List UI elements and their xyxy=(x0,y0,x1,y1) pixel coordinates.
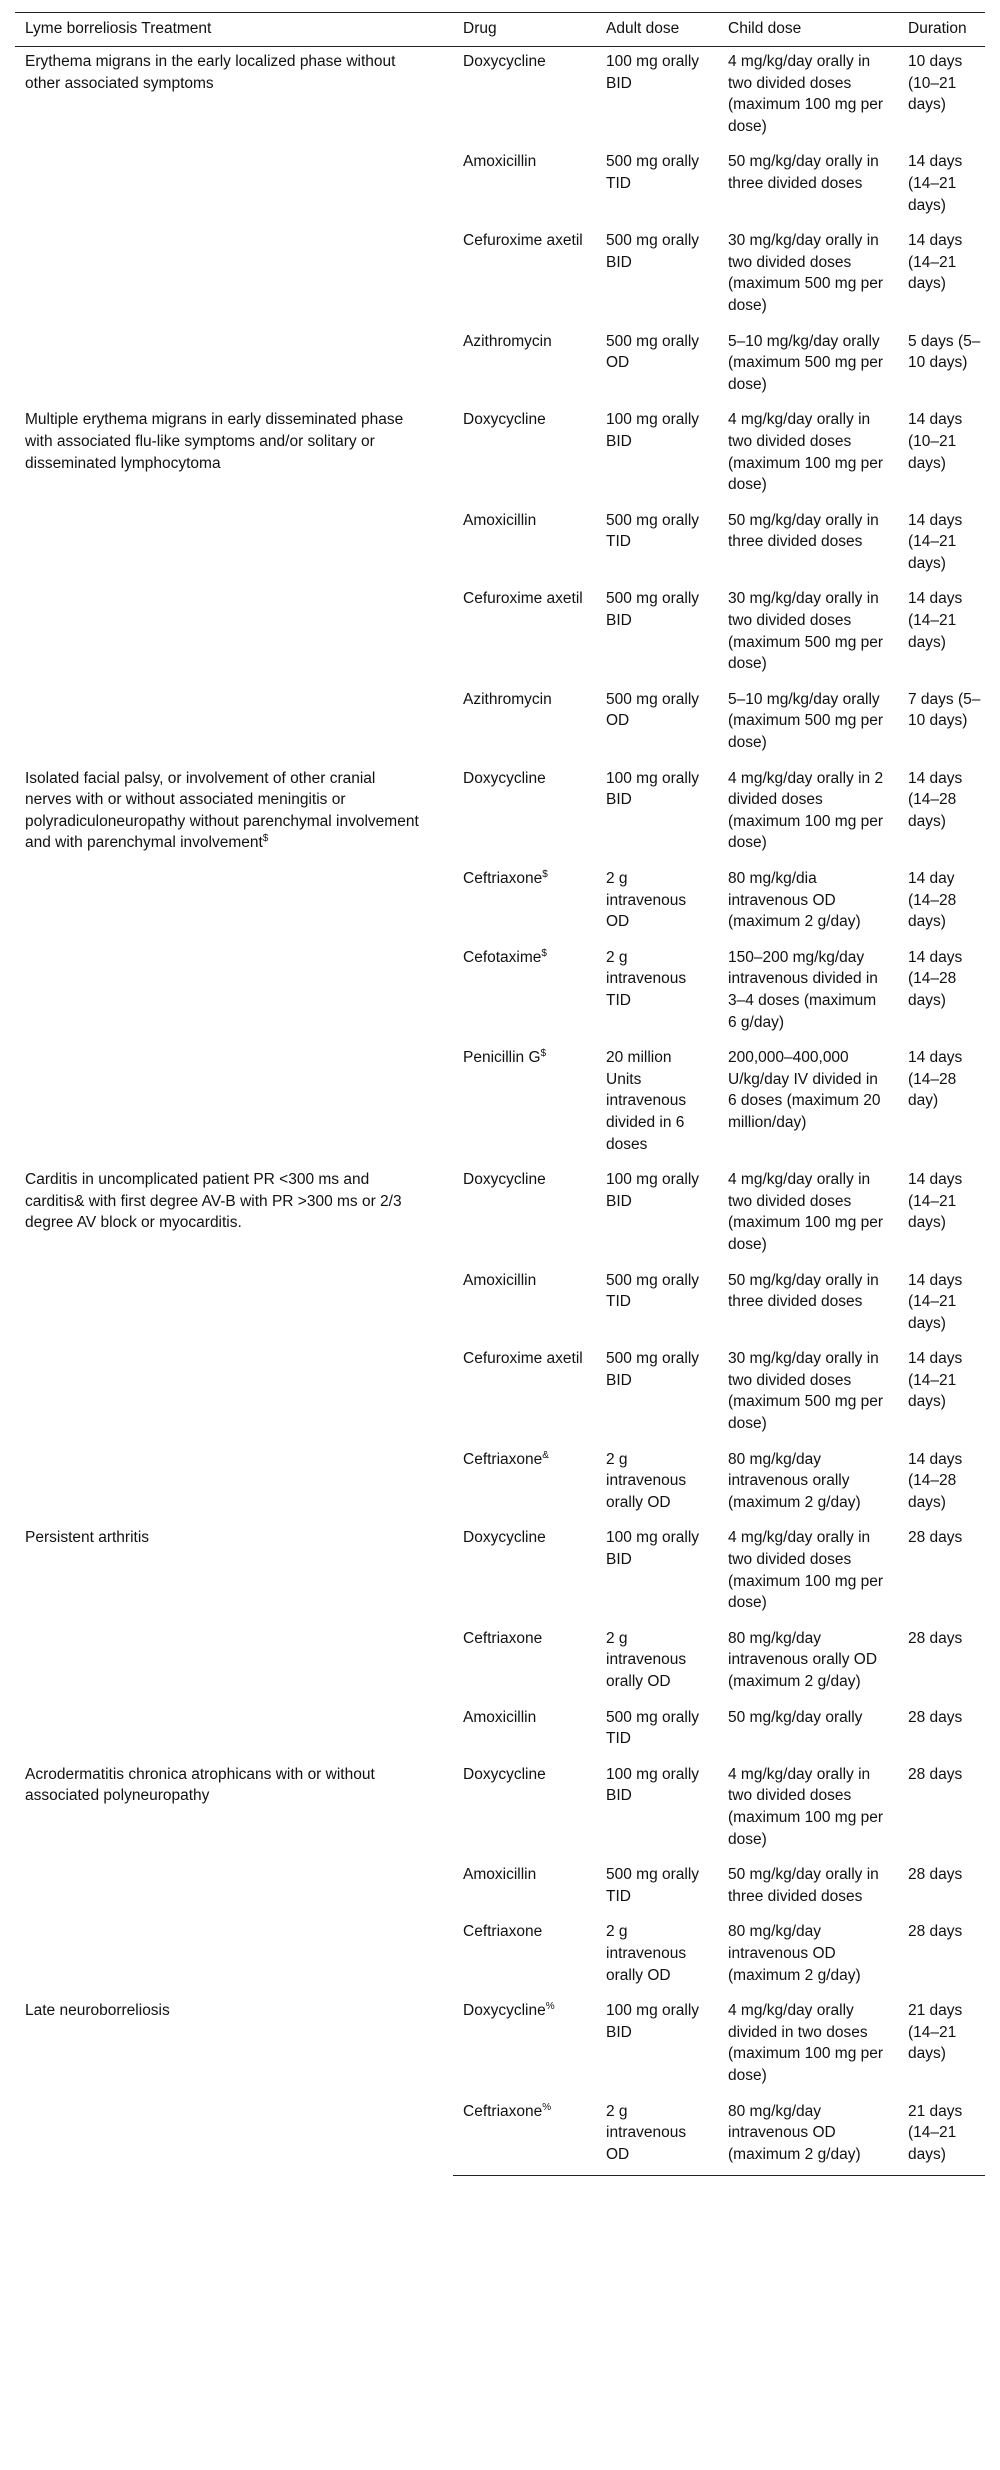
duration-cell xyxy=(898,405,985,505)
adult-dose-cell xyxy=(596,1165,718,1265)
child-dose-cell xyxy=(718,864,898,943)
child-dose: 4 mg/kg/day orally in two divided doses (maximum 100 mg per dose) xyxy=(728,411,884,494)
duration-cell xyxy=(898,1624,985,1703)
condition-text: Multiple erythema migrans in early disseminated phase with associated flu-like symptoms and/or solitary or disseminated lymphocytoma xyxy=(25,411,404,472)
adult-dose-cell xyxy=(596,584,718,684)
drug-name: Doxycycline xyxy=(463,411,546,429)
adult-dose: 2 g intravenous OD xyxy=(606,870,687,931)
condition-text: Persistent arthritis xyxy=(25,1529,150,1547)
adult-dose: 2 g intravenous orally OD xyxy=(606,1923,687,1984)
drug-name: Doxycycline xyxy=(463,2002,546,2020)
drug-cell xyxy=(453,147,596,226)
drug-name: Cefuroxime axetil xyxy=(463,1350,583,1368)
adult-dose: 100 mg orally BID xyxy=(606,53,700,92)
table-row xyxy=(15,1165,985,1265)
duration-cell xyxy=(898,1760,985,1860)
duration: 14 days (14–28 day) xyxy=(908,1049,963,1110)
duration: 14 days (14–21 days) xyxy=(908,511,963,572)
duration-cell xyxy=(898,47,985,148)
child-dose-cell xyxy=(718,1703,898,1760)
drug-footnote: % xyxy=(545,2001,555,2013)
child-dose-cell xyxy=(718,506,898,585)
duration-cell xyxy=(898,1344,985,1444)
drug-name: Doxycycline xyxy=(463,1529,546,1547)
drug-name: Ceftriaxone xyxy=(463,1629,543,1647)
child-dose: 4 mg/kg/day orally in two divided doses (maximum 100 mg per dose) xyxy=(728,53,884,135)
condition-text: Erythema migrans in the early localized phase without other associated symptoms xyxy=(25,53,396,92)
drug-cell xyxy=(453,327,596,406)
drug-footnote: $ xyxy=(541,947,547,959)
child-dose: 4 mg/kg/day orally in two divided doses (maximum 100 mg per dose) xyxy=(728,1171,884,1253)
duration: 14 days (14–28 days) xyxy=(908,769,963,830)
child-dose-cell xyxy=(718,1445,898,1524)
duration: 5 days (5–10 days) xyxy=(908,332,981,372)
header-duration: Duration xyxy=(898,13,985,47)
child-dose: 80 mg/kg/day intravenous orally (maximum 2 g/day) xyxy=(728,1450,861,1511)
condition-cell xyxy=(15,1523,453,1759)
drug-footnote: & xyxy=(542,1449,549,1461)
duration: 28 days xyxy=(908,1765,963,1783)
child-dose-cell xyxy=(718,1760,898,1860)
drug-cell xyxy=(453,764,596,864)
drug-cell xyxy=(453,506,596,585)
table-row xyxy=(15,1996,985,2096)
duration: 28 days xyxy=(908,1629,963,1647)
adult-dose: 500 mg orally TID xyxy=(606,1866,700,1905)
drug-name: Amoxicillin xyxy=(463,1708,537,1726)
table-row xyxy=(15,764,985,864)
drug-cell xyxy=(453,1445,596,1524)
drug-name: Amoxicillin xyxy=(463,1271,537,1289)
child-dose-cell xyxy=(718,764,898,864)
drug-cell xyxy=(453,1917,596,1996)
child-dose: 5–10 mg/kg/day orally (maximum 500 mg per dose) xyxy=(728,332,884,393)
drug-cell xyxy=(453,47,596,148)
adult-dose-cell xyxy=(596,405,718,505)
drug-footnote: % xyxy=(542,2101,552,2113)
duration-cell xyxy=(898,1266,985,1345)
condition-text: Carditis in uncomplicated patient PR <300 ms and carditis& with first degree AV-B with PR >300 ms or 2/3 degree AV block or myocarditis. xyxy=(25,1171,402,1232)
duration-cell xyxy=(898,147,985,226)
child-dose-cell xyxy=(718,1266,898,1345)
child-dose-cell xyxy=(718,226,898,326)
child-dose-cell xyxy=(718,1523,898,1623)
drug-name: Doxycycline xyxy=(463,769,546,787)
table-row xyxy=(15,47,985,148)
adult-dose-cell xyxy=(596,47,718,148)
child-dose: 50 mg/kg/day orally xyxy=(728,1708,863,1726)
drug-name: Cefuroxime axetil xyxy=(463,232,583,250)
child-dose: 50 mg/kg/day orally in three divided doses xyxy=(728,1866,879,1905)
child-dose-cell xyxy=(718,327,898,406)
drug-name: Doxycycline xyxy=(463,1765,546,1783)
condition-text: Isolated facial palsy, or involvement of other cranial nerves with or without associated meningitis or polyradiculoneuropathy without parenchymal involvement and with parenchymal involvement xyxy=(25,769,419,852)
adult-dose: 500 mg orally OD xyxy=(606,332,700,372)
duration: 7 days (5–10 days) xyxy=(908,690,981,730)
adult-dose-cell xyxy=(596,685,718,764)
duration-cell xyxy=(898,1860,985,1917)
drug-name: Ceftriaxone xyxy=(463,1450,543,1468)
drug-name: Ceftriaxone xyxy=(463,870,543,887)
drug-name: Doxycycline xyxy=(463,53,546,70)
table-row xyxy=(15,1760,985,1860)
child-dose: 30 mg/kg/day orally in two divided doses (maximum 500 mg per dose) xyxy=(728,232,884,314)
adult-dose-cell xyxy=(596,327,718,406)
drug-cell xyxy=(453,1344,596,1444)
duration-cell xyxy=(898,943,985,1043)
duration-cell xyxy=(898,1523,985,1623)
adult-dose: 2 g intravenous orally OD xyxy=(606,1450,687,1511)
adult-dose: 2 g intravenous orally OD xyxy=(606,1629,687,1690)
duration-cell xyxy=(898,864,985,943)
drug-cell xyxy=(453,584,596,684)
drug-name: Cefuroxime axetil xyxy=(463,590,583,608)
adult-dose: 100 mg orally BID xyxy=(606,411,700,450)
lyme-treatment-table xyxy=(15,12,985,2176)
header-adult-dose: Adult dose xyxy=(596,13,718,47)
duration-cell xyxy=(898,1165,985,1265)
drug-cell xyxy=(453,864,596,943)
duration-cell xyxy=(898,1917,985,1996)
drug-cell xyxy=(453,1703,596,1760)
child-dose: 80 mg/kg/dia intravenous OD (maximum 2 g/day) xyxy=(728,870,861,931)
duration: 21 days (14–21 days) xyxy=(908,2002,963,2063)
drug-cell xyxy=(453,226,596,326)
adult-dose-cell xyxy=(596,943,718,1043)
adult-dose-cell xyxy=(596,1917,718,1996)
duration-cell xyxy=(898,1445,985,1524)
drug-name: Amoxicillin xyxy=(463,511,537,529)
adult-dose-cell xyxy=(596,1624,718,1703)
duration-cell xyxy=(898,2097,985,2176)
drug-name: Amoxicillin xyxy=(463,1866,537,1884)
condition-cell xyxy=(15,47,453,406)
adult-dose-cell xyxy=(596,1860,718,1917)
duration: 28 days xyxy=(908,1529,963,1547)
condition-cell xyxy=(15,1996,453,2176)
table-row xyxy=(15,405,985,505)
duration-cell xyxy=(898,764,985,864)
child-dose: 4 mg/kg/day orally in 2 divided doses (maximum 100 mg per dose) xyxy=(728,769,884,852)
adult-dose-cell xyxy=(596,1266,718,1345)
condition-text: Late neuroborreliosis xyxy=(25,2002,170,2020)
child-dose: 80 mg/kg/day intravenous orally OD (maximum 2 g/day) xyxy=(728,1629,878,1690)
condition-footnote: $ xyxy=(262,833,269,845)
drug-footnote: $ xyxy=(540,1048,547,1060)
child-dose-cell xyxy=(718,2097,898,2176)
adult-dose-cell xyxy=(596,1344,718,1444)
adult-dose-cell xyxy=(596,1760,718,1860)
drug-name: Penicillin G xyxy=(463,1049,541,1067)
duration-cell xyxy=(898,327,985,406)
duration: 10 days (10–21 days) xyxy=(908,53,963,114)
drug-cell xyxy=(453,1266,596,1345)
adult-dose: 2 g intravenous TID xyxy=(606,948,687,1009)
adult-dose: 20 million Units intravenous divided in 6 doses xyxy=(606,1049,687,1153)
drug-cell xyxy=(453,2097,596,2176)
header-drug: Drug xyxy=(453,13,596,47)
duration: 14 days (14–21 days) xyxy=(908,232,963,293)
adult-dose-cell xyxy=(596,1523,718,1623)
duration: 14 days (14–21 days) xyxy=(908,1171,963,1232)
duration-cell xyxy=(898,226,985,326)
drug-cell xyxy=(453,1165,596,1265)
adult-dose-cell xyxy=(596,1996,718,2096)
header-treatment: Lyme borreliosis Treatment xyxy=(15,13,453,47)
duration-cell xyxy=(898,1703,985,1760)
child-dose-cell xyxy=(718,1165,898,1265)
duration: 14 day (14–28 days) xyxy=(908,870,957,931)
child-dose: 150–200 mg/kg/day intravenous divided in 3–4 doses (maximum 6 g/day) xyxy=(728,948,878,1031)
drug-cell xyxy=(453,1523,596,1623)
adult-dose-cell xyxy=(596,1445,718,1524)
duration: 14 days (14–21 days) xyxy=(908,1350,963,1411)
drug-name: Amoxicillin xyxy=(463,153,537,171)
adult-dose-cell xyxy=(596,1043,718,1165)
duration: 14 days (14–21 days) xyxy=(908,153,963,214)
duration: 28 days xyxy=(908,1708,963,1726)
child-dose-cell xyxy=(718,1624,898,1703)
child-dose: 4 mg/kg/day orally in two divided doses (maximum 100 mg per dose) xyxy=(728,1529,884,1612)
child-dose: 30 mg/kg/day orally in two divided doses (maximum 500 mg per dose) xyxy=(728,1350,884,1433)
drug-name: Doxycycline xyxy=(463,1171,546,1189)
child-dose: 4 mg/kg/day orally in two divided doses (maximum 100 mg per dose) xyxy=(728,1765,884,1848)
condition-cell xyxy=(15,405,453,763)
adult-dose-cell xyxy=(596,864,718,943)
drug-name: Azithromycin xyxy=(463,332,552,350)
child-dose: 50 mg/kg/day orally in three divided doses xyxy=(728,1271,879,1311)
condition-cell xyxy=(15,764,453,1166)
child-dose-cell xyxy=(718,1917,898,1996)
duration-cell xyxy=(898,584,985,684)
adult-dose: 500 mg orally TID xyxy=(606,511,700,551)
duration: 14 days (14–28 days) xyxy=(908,948,963,1009)
adult-dose-cell xyxy=(596,147,718,226)
adult-dose: 500 mg orally OD xyxy=(606,690,700,730)
duration: 21 days (14–21 days) xyxy=(908,2102,963,2163)
duration-cell xyxy=(898,1043,985,1165)
adult-dose: 100 mg orally BID xyxy=(606,1171,700,1210)
adult-dose: 2 g intravenous OD xyxy=(606,2102,687,2163)
child-dose-cell xyxy=(718,1344,898,1444)
drug-cell xyxy=(453,1043,596,1165)
condition-cell xyxy=(15,1165,453,1523)
drug-cell xyxy=(453,405,596,505)
duration-cell xyxy=(898,1996,985,2096)
duration: 28 days xyxy=(908,1923,963,1941)
duration-cell xyxy=(898,685,985,764)
drug-name: Ceftriaxone xyxy=(463,1923,543,1941)
drug-name: Cefotaxime xyxy=(463,948,542,966)
duration: 14 days (14–28 days) xyxy=(908,1450,963,1511)
drug-cell xyxy=(453,1760,596,1860)
child-dose: 80 mg/kg/day intravenous OD (maximum 2 g/day) xyxy=(728,1923,861,1984)
drug-cell xyxy=(453,1860,596,1917)
adult-dose-cell xyxy=(596,226,718,326)
duration: 14 days (10–21 days) xyxy=(908,411,963,472)
adult-dose-cell xyxy=(596,506,718,585)
child-dose-cell xyxy=(718,47,898,148)
duration: 14 days (14–21 days) xyxy=(908,1271,963,1332)
child-dose: 4 mg/kg/day orally divided in two doses (maximum 100 mg per dose) xyxy=(728,2002,884,2084)
table-row xyxy=(15,1523,985,1623)
adult-dose-cell xyxy=(596,2097,718,2176)
child-dose: 200,000–400,000 U/kg/day IV divided in 6 doses (maximum 20 million/day) xyxy=(728,1049,881,1131)
adult-dose: 100 mg orally BID xyxy=(606,1529,700,1569)
child-dose: 5–10 mg/kg/day orally (maximum 500 mg per dose) xyxy=(728,690,884,752)
adult-dose: 500 mg orally BID xyxy=(606,232,700,271)
child-dose-cell xyxy=(718,685,898,764)
adult-dose: 500 mg orally TID xyxy=(606,1708,700,1748)
child-dose: 50 mg/kg/day orally in three divided doses xyxy=(728,511,879,551)
drug-name: Ceftriaxone xyxy=(463,2102,543,2120)
drug-cell xyxy=(453,685,596,764)
drug-cell xyxy=(453,1996,596,2096)
child-dose-cell xyxy=(718,1860,898,1917)
child-dose: 50 mg/kg/day orally in three divided doses xyxy=(728,153,879,192)
adult-dose: 100 mg orally BID xyxy=(606,2002,700,2041)
child-dose-cell xyxy=(718,584,898,684)
child-dose-cell xyxy=(718,405,898,505)
condition-cell xyxy=(15,1760,453,1996)
adult-dose: 500 mg orally BID xyxy=(606,590,700,630)
header-child-dose: Child dose xyxy=(718,13,898,47)
drug-cell xyxy=(453,1624,596,1703)
adult-dose: 500 mg orally TID xyxy=(606,153,700,192)
child-dose: 80 mg/kg/day intravenous OD (maximum 2 g/day) xyxy=(728,2102,861,2163)
duration-cell xyxy=(898,506,985,585)
child-dose-cell xyxy=(718,1043,898,1165)
drug-footnote: $ xyxy=(542,869,548,880)
table-body xyxy=(15,47,985,2176)
adult-dose: 500 mg orally BID xyxy=(606,1350,700,1389)
drug-cell xyxy=(453,943,596,1043)
adult-dose: 500 mg orally TID xyxy=(606,1271,700,1311)
condition-text: Acrodermatitis chronica atrophicans with or without associated polyneuropathy xyxy=(25,1765,375,1805)
child-dose: 30 mg/kg/day orally in two divided doses (maximum 500 mg per dose) xyxy=(728,590,884,673)
header-row xyxy=(15,13,985,47)
child-dose-cell xyxy=(718,1996,898,2096)
adult-dose-cell xyxy=(596,1703,718,1760)
adult-dose: 100 mg orally BID xyxy=(606,1765,700,1805)
drug-name: Azithromycin xyxy=(463,690,552,708)
adult-dose: 100 mg orally BID xyxy=(606,769,700,809)
duration: 28 days xyxy=(908,1866,963,1884)
child-dose-cell xyxy=(718,147,898,226)
child-dose-cell xyxy=(718,943,898,1043)
adult-dose-cell xyxy=(596,764,718,864)
duration: 14 days (14–21 days) xyxy=(908,590,963,651)
